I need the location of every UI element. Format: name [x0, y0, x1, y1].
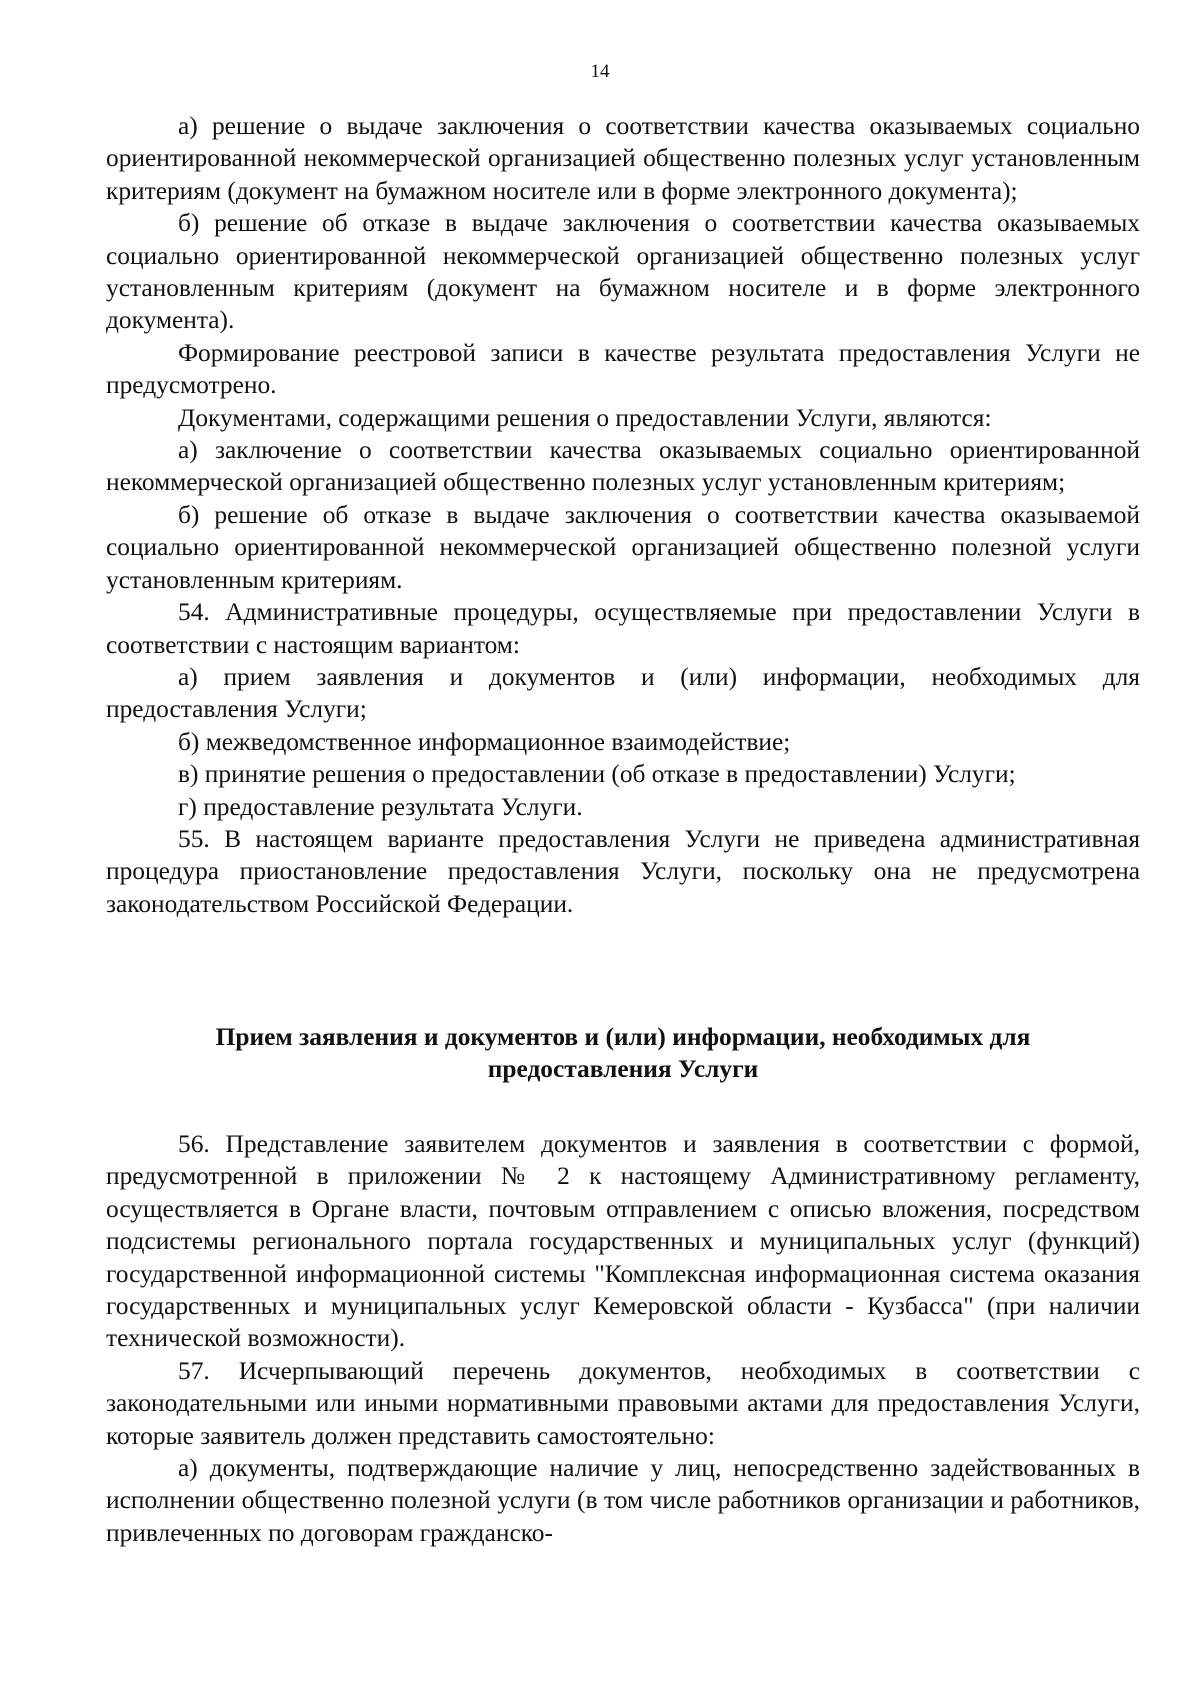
section-heading-line-1: Прием заявления и документов и (или) информации, необходимых для	[215, 1023, 1031, 1051]
paragraph-55: 55. В настоящем варианте предоставления Услуги не приведена административная процедура приостановление предоставления Услуги, поскольку она не предусмотрена законодательством Российской Федерации.	[106, 824, 1140, 918]
paragraph-result-decision-a: а) решение о выдаче заключения о соответствии качества оказываемых социально ориентированной некоммерческой организацией общественно полезных услуг установленным критериям (документ на бумажном носителе или в форме электронного документа);	[106, 112, 1140, 205]
section-heading	[106, 1021, 1140, 1085]
body-text-top	[106, 110, 1140, 920]
paragraph-54: 54. Административные процедуры, осуществляемые при предоставлении Услуги в соответствии с настоящим вариантом:	[106, 598, 1140, 659]
paragraph-57: 57. Исчерпывающий перечень документов, необходимых в соответствии с законодательными или иными нормативными правовыми актами для предоставления Услуги, которые заявитель должен представить самостоятельно:	[106, 1356, 1140, 1450]
paragraph-54-d: г) предоставление результата Услуги.	[178, 792, 583, 821]
paragraph-registry-record: Формирование реестровой записи в качестве результата предоставления Услуги не предусмотрено.	[106, 338, 1140, 400]
paragraph-57-a: а) документы, подтверждающие наличие у лиц, непосредственно задействованных в исполнении общественно полезной услуги (в том числе работников организации и работников, привлеченных по договорам гражданско-	[106, 1454, 1140, 1547]
paragraph-document-b: б) решение об отказе в выдаче заключения о соответствии качества оказываемой социально ориентированной некоммерческой организацией общественно полезной услуги установленным критериям.	[106, 500, 1140, 594]
paragraph-54-a: а) прием заявления и документов и (или) информации, необходимых для предоставления Услуги;	[106, 662, 1140, 724]
section-heading-line-2: предоставления Услуги	[487, 1055, 759, 1083]
paragraph-56: 56. Представление заявителем документов и заявления в соответствии с формой, предусмотренной в приложении № 2 к настоящему Административному регламенту, осуществляется в Органе власти, почтовым отправлением с описью вложения, посредством подсистемы регионального портала государственных и муниципальных услуг (функций) государственной информационной системы "Комплексная информационная система оказания государственных и муниципальных услуг Кемеровской области - Кузбасса" (при наличии технической возможности).	[106, 1130, 1140, 1353]
paragraph-document-a: а) заключение о соответствии качества оказываемых социально ориентированной некоммерческой организацией общественно полезных услуг установленным критериям;	[106, 436, 1140, 497]
paragraph-result-decision-b: б) решение об отказе в выдаче заключения о соответствии качества оказываемых социально ориентированной некоммерческой организацией общественно полезных услуг установленным критериям (документ на бумажном носителе и в форме электронного документа).	[106, 209, 1140, 335]
body-text-bottom	[106, 1128, 1140, 1549]
paragraph-54-b: б) межведомственное информационное взаимодействие;	[178, 727, 791, 756]
paragraph-54-c: в) принятие решения о предоставлении (об отказе в предоставлении) Услуги;	[178, 760, 1016, 789]
page-number: 14	[590, 61, 610, 82]
paragraph-decision-documents: Документами, содержащими решения о предоставлении Услуги, являются:	[178, 403, 992, 432]
